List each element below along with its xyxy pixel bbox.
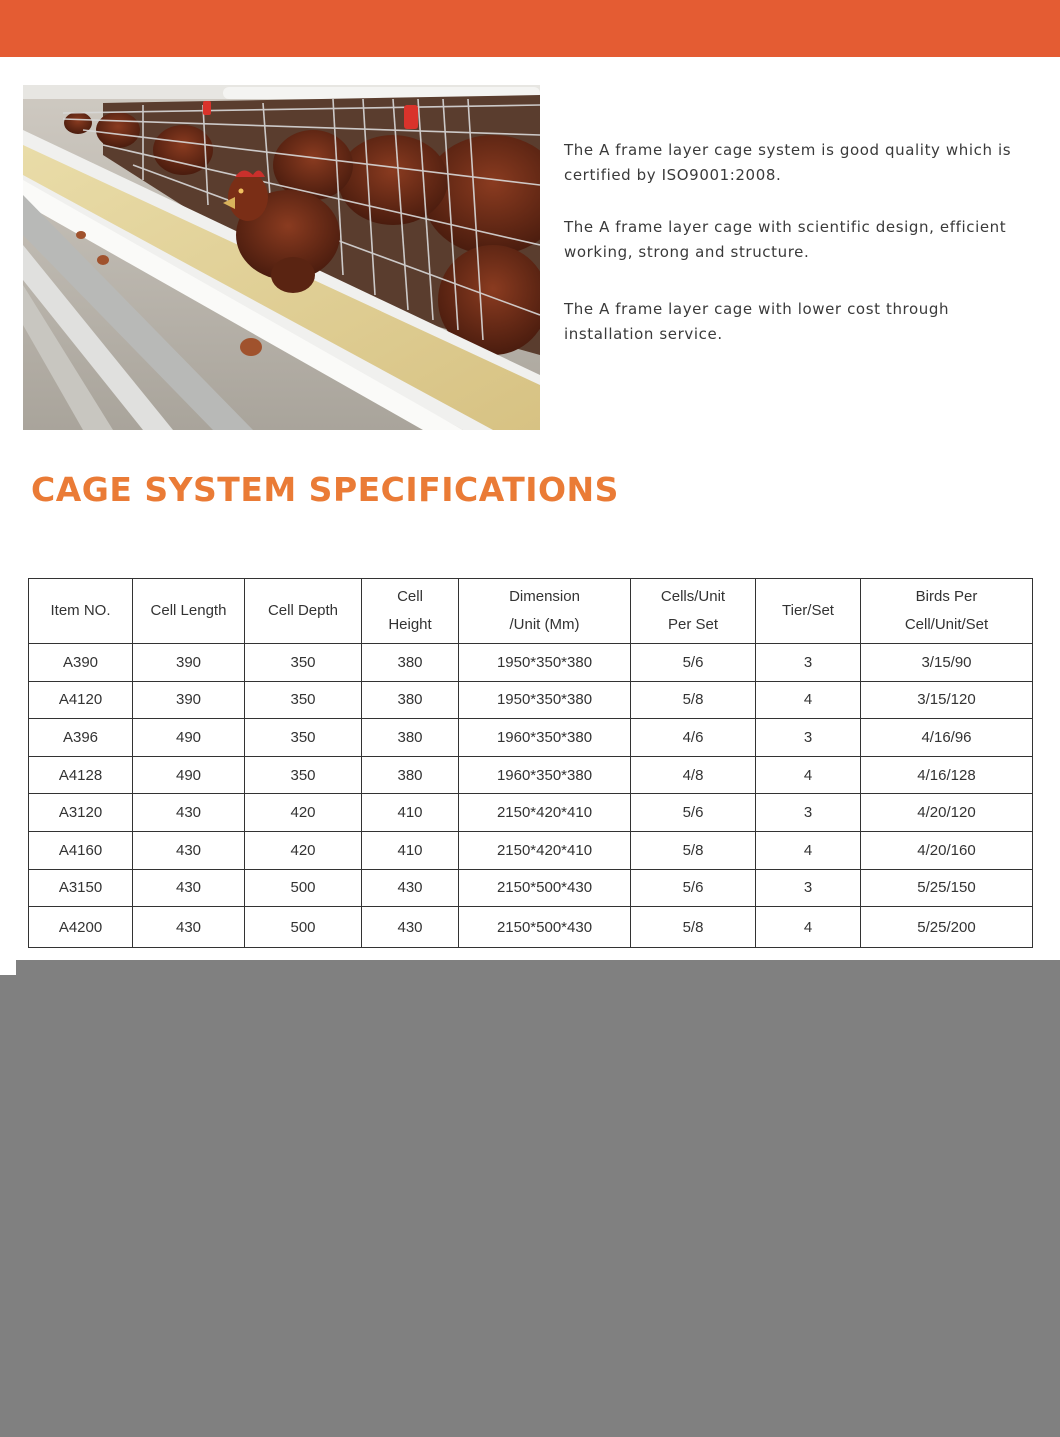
specs-table xyxy=(28,578,1033,948)
cell-dimension: 2150*420*410 xyxy=(459,831,631,869)
cell-height: 410 xyxy=(362,794,459,832)
header-cell-length: Cell Length xyxy=(133,579,245,644)
table-row xyxy=(29,681,1033,719)
cell-depth: 420 xyxy=(245,831,362,869)
cell-length: 390 xyxy=(133,681,245,719)
cell-length: 490 xyxy=(133,756,245,794)
cell-birds-per: 5/25/150 xyxy=(861,869,1033,907)
cell-item-no: A396 xyxy=(29,719,133,757)
table-row xyxy=(29,831,1033,869)
table-row xyxy=(29,907,1033,948)
cell-dimension: 1950*350*380 xyxy=(459,681,631,719)
cell-cells-per-set: 5/6 xyxy=(631,869,756,907)
cell-depth: 500 xyxy=(245,869,362,907)
cell-birds-per: 5/25/200 xyxy=(861,907,1033,948)
cell-height: 410 xyxy=(362,831,459,869)
cell-tier-set: 4 xyxy=(756,831,861,869)
intro-paragraph-design: The A frame layer cage with scientific design, efficient working, strong and structure. xyxy=(564,218,1007,261)
table-row xyxy=(29,794,1033,832)
cell-item-no: A390 xyxy=(29,644,133,682)
cell-cells-per-set: 4/8 xyxy=(631,756,756,794)
top-banner xyxy=(0,0,1060,57)
footer-gray-block xyxy=(0,975,1060,1437)
cell-depth: 350 xyxy=(245,681,362,719)
cell-tier-set: 3 xyxy=(756,794,861,832)
table-row xyxy=(29,719,1033,757)
cell-height: 380 xyxy=(362,756,459,794)
cell-length: 390 xyxy=(133,644,245,682)
cell-birds-per: 4/16/128 xyxy=(861,756,1033,794)
cell-depth: 350 xyxy=(245,719,362,757)
table-row xyxy=(29,644,1033,682)
table-row xyxy=(29,869,1033,907)
cell-tier-set: 3 xyxy=(756,719,861,757)
cell-depth: 350 xyxy=(245,756,362,794)
cell-length: 430 xyxy=(133,907,245,948)
cell-height: 380 xyxy=(362,644,459,682)
layer-cage-photo xyxy=(23,85,540,430)
intro-text xyxy=(564,138,1034,374)
cell-item-no: A3120 xyxy=(29,794,133,832)
header-item-no: Item NO. xyxy=(29,579,133,644)
cell-birds-per: 3/15/90 xyxy=(861,644,1033,682)
cell-tier-set: 4 xyxy=(756,907,861,948)
cell-length: 430 xyxy=(133,831,245,869)
cell-depth: 420 xyxy=(245,794,362,832)
cell-dimension: 1960*350*380 xyxy=(459,719,631,757)
cell-depth: 500 xyxy=(245,907,362,948)
cell-cells-per-set: 5/8 xyxy=(631,831,756,869)
table-header-row xyxy=(29,579,1033,644)
cell-cells-per-set: 5/6 xyxy=(631,794,756,832)
cell-tier-set: 4 xyxy=(756,681,861,719)
header-dimension: Dimension /Unit (Mm) xyxy=(459,579,631,644)
cell-length: 490 xyxy=(133,719,245,757)
cell-item-no: A4160 xyxy=(29,831,133,869)
cell-birds-per: 3/15/120 xyxy=(861,681,1033,719)
cell-height: 430 xyxy=(362,869,459,907)
specs-heading: CAGE SYSTEM SPECIFICATIONS xyxy=(31,470,619,509)
header-cell-depth: Cell Depth xyxy=(245,579,362,644)
intro-paragraph-cost: The A frame layer cage with lower cost through installation service. xyxy=(564,300,950,343)
cell-tier-set: 4 xyxy=(756,756,861,794)
header-tier-set: Tier/Set xyxy=(756,579,861,644)
cell-height: 430 xyxy=(362,907,459,948)
header-cells-per-set: Cells/Unit Per Set xyxy=(631,579,756,644)
cell-birds-per: 4/20/160 xyxy=(861,831,1033,869)
cell-tier-set: 3 xyxy=(756,644,861,682)
cell-dimension: 2150*500*430 xyxy=(459,907,631,948)
table-row xyxy=(29,756,1033,794)
header-birds-per: Birds Per Cell/Unit/Set xyxy=(861,579,1033,644)
cell-height: 380 xyxy=(362,719,459,757)
cell-birds-per: 4/16/96 xyxy=(861,719,1033,757)
cell-dimension: 2150*500*430 xyxy=(459,869,631,907)
cell-item-no: A4200 xyxy=(29,907,133,948)
cell-cells-per-set: 5/8 xyxy=(631,907,756,948)
cell-tier-set: 3 xyxy=(756,869,861,907)
cell-item-no: A4120 xyxy=(29,681,133,719)
cell-depth: 350 xyxy=(245,644,362,682)
cell-item-no: A3150 xyxy=(29,869,133,907)
header-cell-height: Cell Height xyxy=(362,579,459,644)
cell-dimension: 1960*350*380 xyxy=(459,756,631,794)
footer-gray-edge xyxy=(16,960,1060,975)
cell-height: 380 xyxy=(362,681,459,719)
cell-dimension: 1950*350*380 xyxy=(459,644,631,682)
cell-length: 430 xyxy=(133,794,245,832)
cell-item-no: A4128 xyxy=(29,756,133,794)
cell-birds-per: 4/20/120 xyxy=(861,794,1033,832)
cell-cells-per-set: 5/8 xyxy=(631,681,756,719)
intro-paragraph-quality: The A frame layer cage system is good quality which is certified by ISO9001:2008. xyxy=(564,141,1012,184)
cell-cells-per-set: 4/6 xyxy=(631,719,756,757)
cell-dimension: 2150*420*410 xyxy=(459,794,631,832)
cell-length: 430 xyxy=(133,869,245,907)
cell-cells-per-set: 5/6 xyxy=(631,644,756,682)
